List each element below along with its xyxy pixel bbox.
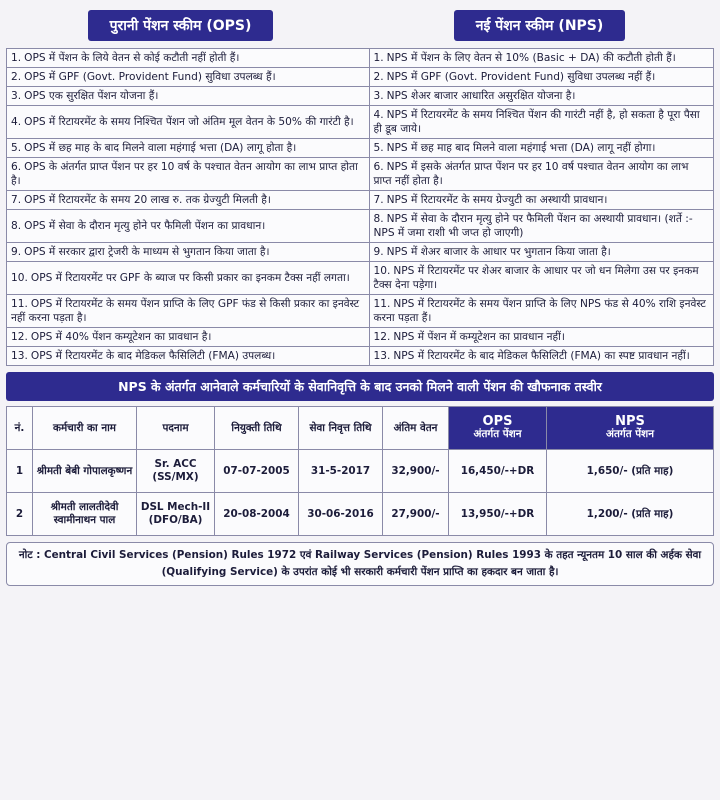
ops-point	[7, 49, 370, 68]
point-text: OPS में सरकार द्वारा ट्रेजरी के माध्यम से भुगतान किया जाता है।	[24, 246, 270, 258]
point-text: OPS में GPF (Govt. Provident Fund) सुविधा उपलब्ध हैं।	[24, 71, 276, 83]
cell-post: Sr. ACC (SS/MX)	[137, 450, 215, 493]
point-text: NPS में रिटायरमेंट पर शेअर बाजार के आधार पर जो धन मिलेगा उस पर इनकम टैक्स देना पड़ेगा।	[373, 265, 699, 291]
point-number: 11.	[373, 298, 391, 310]
point-number: 3.	[373, 90, 384, 102]
ops-point	[7, 158, 370, 191]
point-text: OPS में छह माह के बाद मिलने वाला महंगाई भत्ता (DA) लागू होता है।	[24, 142, 297, 154]
comparison-row	[7, 158, 714, 191]
point-number: 11.	[11, 298, 28, 310]
cell-ops: 16,450/-+DR	[449, 450, 547, 493]
cell-no: 2	[7, 493, 33, 536]
point-number: 2.	[373, 71, 384, 83]
col-no: नं.	[7, 407, 33, 450]
comparison-row	[7, 262, 714, 295]
point-number: 8.	[373, 213, 384, 225]
point-text: OPS में पेंशन के लिये वेतन से कोई कटौती नहीं होती हैं।	[24, 52, 240, 64]
cell-name: श्रीमती लालतीदेवी स्वामीनाथन पाल	[33, 493, 137, 536]
ops-point	[7, 106, 370, 139]
point-text: OPS में रिटायरमेंट के समय 20 लाख रु. तक ग्रेज्युटी मिलती है।	[24, 194, 271, 206]
ops-point	[7, 347, 370, 366]
ops-point	[7, 262, 370, 295]
point-text: OPS में रिटायरमेंट के समय निश्चित पेंशन जो अंतिम मूल वेतन के 50% की गारंटी है।	[24, 116, 354, 128]
table-row	[7, 450, 714, 493]
nps-point	[369, 347, 714, 366]
col-appointment: नियुक्ती तिथि	[215, 407, 299, 450]
table-row	[7, 493, 714, 536]
point-text: OPS में सेवा के दौरान मृत्यु होने पर फैमिली पेंशन का प्रावधान।	[24, 220, 266, 232]
nps-point	[369, 243, 714, 262]
col-post: पदनाम	[137, 407, 215, 450]
comparison-row	[7, 191, 714, 210]
ops-point	[7, 87, 370, 106]
cell-retirement: 30-06-2016	[299, 493, 383, 536]
nps-point	[369, 139, 714, 158]
scheme-headers	[6, 5, 714, 45]
nps-point	[369, 295, 714, 328]
point-text: NPS में पेंशन में कम्यूटेशन का प्रावधान नहीं।	[393, 331, 565, 343]
comparison-row	[7, 210, 714, 243]
point-text: NPS में रिटायरमेंट के समय निश्चित पेंशन की गारंटी नहीं है, हो सकता है पूरा पैसा ही डूब जाये।	[373, 109, 700, 135]
point-number: 13.	[11, 350, 28, 362]
point-text: NPS में GPF (Govt. Provident Fund) सुविधा उपलब्ध नहीं हैं।	[386, 71, 656, 83]
point-text: OPS में 40% पेंशन कम्यूटेशन का प्रावधान है।	[30, 331, 212, 343]
point-number: 1.	[373, 52, 384, 64]
ops-point	[7, 328, 370, 347]
col-nps-pension: NPS अंतर्गत पेंशन	[547, 407, 714, 450]
cell-last-pay: 27,900/-	[383, 493, 449, 536]
point-number: 1.	[11, 52, 22, 64]
point-number: 2.	[11, 71, 22, 83]
point-text: OPS में रिटायरमेंट के समय पेंशन प्राप्ति के लिए GPF फंड से किसी प्रकार का इनवेस्ट नहीं करना पड़ता है।	[11, 298, 360, 324]
ops-point	[7, 210, 370, 243]
comparison-row	[7, 139, 714, 158]
comparison-row	[7, 49, 714, 68]
point-number: 10.	[11, 272, 28, 284]
nps-point	[369, 191, 714, 210]
point-number: 7.	[11, 194, 22, 206]
comparison-row	[7, 106, 714, 139]
nps-header: नई पेंशन स्कीम (NPS)	[454, 10, 626, 41]
nps-point	[369, 87, 714, 106]
point-text: NPS में सेवा के दौरान मृत्यु होने पर फैमिली पेंशन का अस्थायी प्रावधान। (शर्ते :-NPS में जमा राशी भी जप्त हो जाएगी)	[373, 213, 693, 239]
ops-point	[7, 139, 370, 158]
point-number: 3.	[11, 90, 22, 102]
point-text: NPS में रिटायरमेंट के समय पेंशन प्राप्ति के लिए NPS फंड से 40% राशि इनवेस्ट करना पड़ता हैं।	[373, 298, 706, 324]
point-number: 12.	[11, 331, 28, 343]
point-text: NPS में छह माह बाद मिलने वाला महंगाई भत्ता (DA) लागू नहीं होगा।	[386, 142, 656, 154]
cell-no: 1	[7, 450, 33, 493]
point-text: OPS में रिटायरमेंट के बाद मेडिकल फैसिलिटी (FMA) उपलब्ध।	[30, 350, 276, 362]
nps-point	[369, 49, 714, 68]
rules-note: नोट : Central Civil Services (Pension) Rules 1972 एवं Railway Services (Pension) Rules 1993 के तहत न्यूनतम 10 साल की अर्हक सेवा (Qualifying Service) के उपरांत कोई भी सरकारी कर्मचारी पेंशन प्राप्ति का हकदार बन जाता है।	[6, 542, 714, 586]
point-text: NPS में रिटायरमेंट के समय ग्रेज्युटी का अस्थायी प्रावधान।	[386, 194, 608, 206]
cell-nps: 1,650/- (प्रति माह)	[547, 450, 714, 493]
comparison-row	[7, 295, 714, 328]
ops-point	[7, 295, 370, 328]
comparison-row	[7, 243, 714, 262]
point-text: OPS एक सुरक्षित पेंशन योजना हैं।	[24, 90, 159, 102]
point-number: 4.	[373, 109, 384, 121]
pension-comparison-page	[6, 5, 714, 795]
point-number: 12.	[373, 331, 391, 343]
col-ops-pension: OPS अंतर्गत पेंशन	[449, 407, 547, 450]
cell-nps: 1,200/- (प्रति माह)	[547, 493, 714, 536]
point-text: NPS में शेअर बाजार के आधार पर भुगतान किया जाता है।	[386, 246, 611, 258]
point-number: 8.	[11, 220, 22, 232]
point-text: NPS में रिटायरमेंट के बाद मेडिकल फैसिलिटी (FMA) का स्पष्ट प्रावधान नहीं।	[393, 350, 690, 362]
pension-table-header	[7, 407, 714, 450]
cell-name: श्रीमती बेबी गोपालकृष्णन	[33, 450, 137, 493]
ops-header: पुरानी पेंशन स्कीम (OPS)	[88, 10, 274, 41]
point-number: 4.	[11, 116, 22, 128]
point-text: NPS शेअर बाजार आधारित असुरक्षित योजना है।	[386, 90, 576, 102]
point-number: 5.	[11, 142, 22, 154]
cell-appointment: 20-08-2004	[215, 493, 299, 536]
nps-point	[369, 328, 714, 347]
point-number: 9.	[373, 246, 384, 258]
point-number: 13.	[373, 350, 391, 362]
cell-appointment: 07-07-2005	[215, 450, 299, 493]
col-retirement: सेवा निवृत्त तिथि	[299, 407, 383, 450]
cell-retirement: 31-5-2017	[299, 450, 383, 493]
ops-point	[7, 68, 370, 87]
col-last-pay: अंतिम वेतन	[383, 407, 449, 450]
point-text: OPS में रिटायरमेंट पर GPF के ब्याज पर किसी प्रकार का इनकम टैक्स नहीं लगता।	[30, 272, 350, 284]
nps-point	[369, 68, 714, 87]
comparison-row	[7, 328, 714, 347]
comparison-row	[7, 87, 714, 106]
nps-point	[369, 106, 714, 139]
point-text: NPS में इसके अंतर्गत प्राप्त पेंशन पर हर 10 वर्ष पश्चात वेतन आयोग का लाभ प्राप्त नहीं होता है।	[373, 161, 689, 187]
point-number: 7.	[373, 194, 384, 206]
cell-post: DSL Mech-II (DFO/BA)	[137, 493, 215, 536]
ops-point	[7, 243, 370, 262]
nps-point	[369, 158, 714, 191]
ops-point	[7, 191, 370, 210]
comparison-row	[7, 347, 714, 366]
pension-table	[6, 406, 714, 536]
comparison-row	[7, 68, 714, 87]
cell-ops: 13,950/-+DR	[449, 493, 547, 536]
col-name: कर्मचारी का नाम	[33, 407, 137, 450]
nps-point	[369, 210, 714, 243]
point-text: OPS के अंतर्गत प्राप्त पेंशन पर हर 10 वर्ष के पश्चात वेतन आयोग का लाभ प्राप्त होता है।	[11, 161, 358, 187]
point-number: 10.	[373, 265, 391, 277]
point-number: 6.	[373, 161, 384, 173]
nps-point	[369, 262, 714, 295]
point-number: 6.	[11, 161, 22, 173]
nps-banner: NPS के अंतर्गत आनेवाले कर्मचारियों के सेवानिवृत्ति के बाद उनको मिलने वाली पेंशन की खौफनाक तस्वीर	[6, 372, 714, 401]
point-number: 9.	[11, 246, 22, 258]
comparison-table	[6, 48, 714, 366]
point-number: 5.	[373, 142, 384, 154]
cell-last-pay: 32,900/-	[383, 450, 449, 493]
point-text: NPS में पेंशन के लिए वेतन से 10% (Basic + DA) की कटौती होती हैं।	[386, 52, 676, 64]
